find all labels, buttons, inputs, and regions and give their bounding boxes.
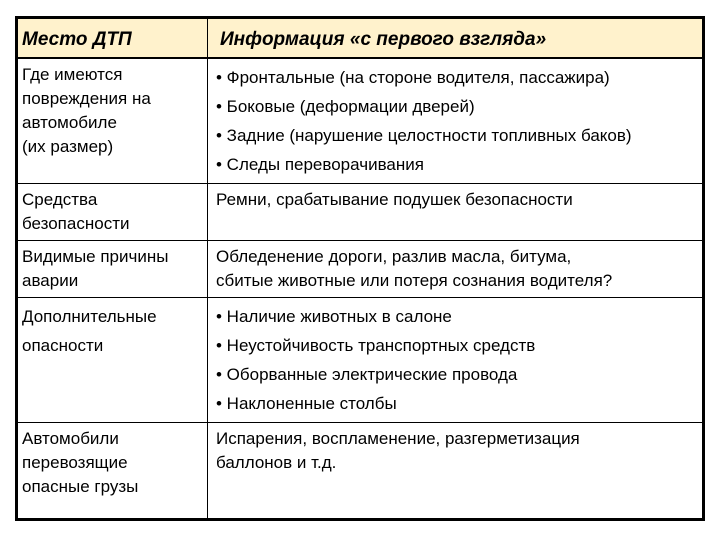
label-line: аварии <box>22 271 79 290</box>
label-line: Видимые причины <box>22 247 169 266</box>
label-line: Дополнительные <box>22 307 157 326</box>
bullet-item: • Наклоненные столбы <box>216 394 397 413</box>
bullet-item: • Оборванные электрические провода <box>216 365 518 384</box>
label-line: опасности <box>22 336 104 355</box>
header-first-glance-info: Информация «с первого взгляда» <box>208 19 703 59</box>
bullet-item: • Боковые (деформации дверей) <box>216 97 475 116</box>
bullet-item: • Наличие животных в салоне <box>216 307 452 326</box>
table-header-row <box>18 19 703 59</box>
row-info-damage <box>208 58 703 184</box>
info-table-container <box>15 16 705 521</box>
row-info-safety <box>208 184 703 241</box>
label-line: перевозящие <box>22 453 128 472</box>
info-line: баллонов и т.д. <box>216 453 337 472</box>
table-row <box>18 241 703 298</box>
table-row <box>18 423 703 519</box>
row-label-safety <box>18 184 208 241</box>
label-line: безопасности <box>22 214 130 233</box>
info-line: сбитые животные или потеря сознания водителя? <box>216 271 613 290</box>
row-info-hazards <box>208 298 703 423</box>
row-label-hazards <box>18 298 208 423</box>
label-line: повреждения на <box>22 89 151 108</box>
table-row <box>18 58 703 184</box>
row-label-dangerous-cargo <box>18 423 208 519</box>
label-line: Где имеются <box>22 65 123 84</box>
info-line: Ремни, срабатывание подушек безопасности <box>216 190 573 209</box>
bullet-item: • Задние (нарушение целостности топливных баков) <box>216 126 632 145</box>
row-info-causes <box>208 241 703 298</box>
info-line: Испарения, воспламенение, разгерметизация <box>216 429 580 448</box>
row-info-dangerous-cargo <box>208 423 703 519</box>
info-line: Обледенение дороги, разлив масла, битума, <box>216 247 572 266</box>
bullet-item: • Следы переворачивания <box>216 155 424 174</box>
table-row <box>18 184 703 241</box>
label-line: Средства <box>22 190 98 209</box>
row-label-damage <box>18 58 208 184</box>
label-line: (их размер) <box>22 137 114 156</box>
bullet-item: • Фронтальные (на стороне водителя, пассажира) <box>216 68 610 87</box>
bullet-item: • Неустойчивость транспортных средств <box>216 336 536 355</box>
table-row <box>18 298 703 423</box>
label-line: автомобиле <box>22 113 117 132</box>
row-label-causes <box>18 241 208 298</box>
label-line: Автомобили <box>22 429 119 448</box>
info-table <box>17 18 703 519</box>
label-line: опасные грузы <box>22 477 139 496</box>
header-location: Место ДТП <box>18 19 208 59</box>
